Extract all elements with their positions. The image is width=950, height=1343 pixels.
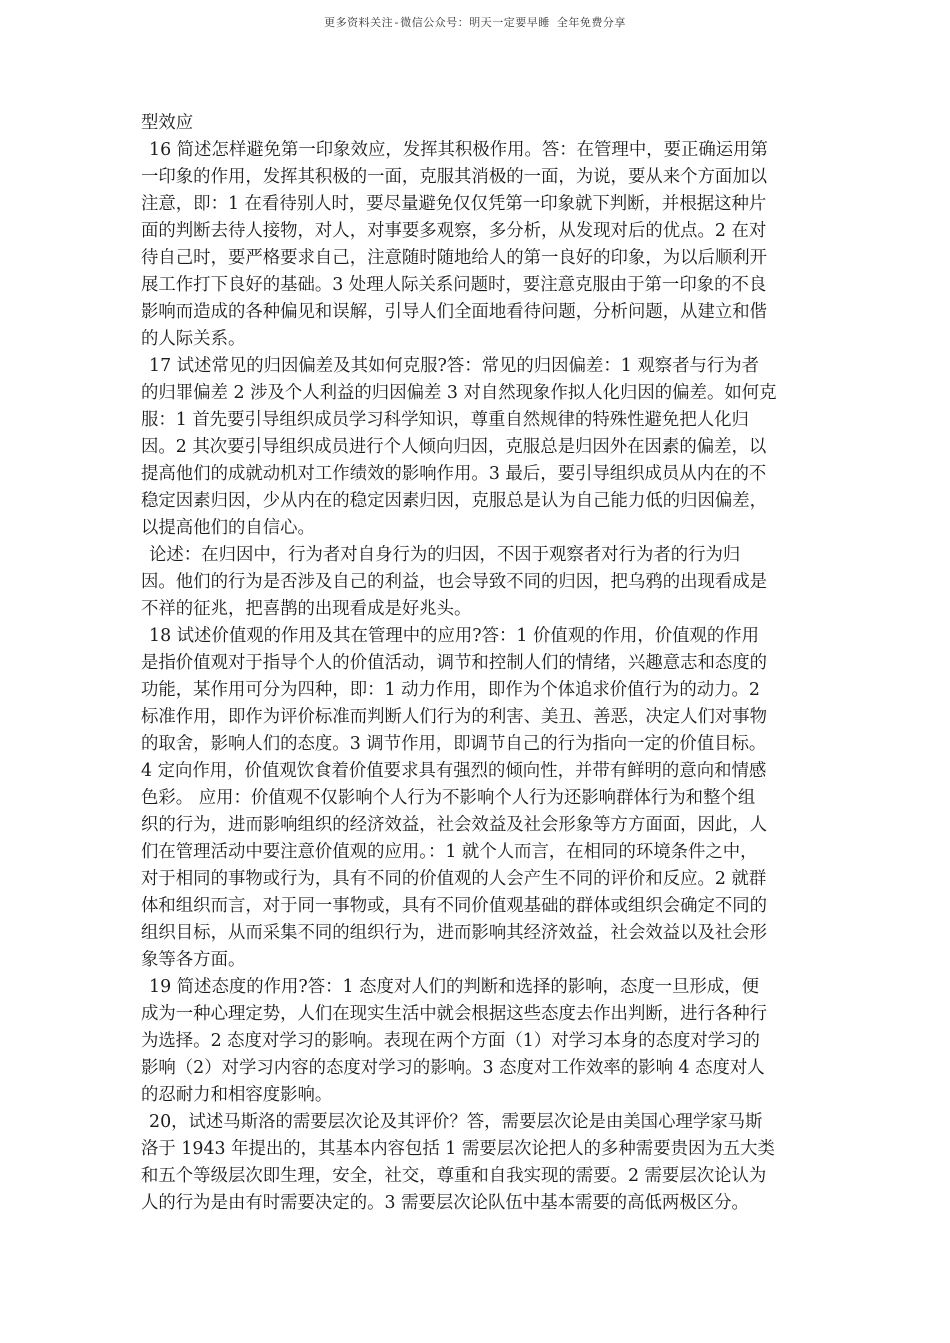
text-line: 们在管理活动中要注意价值观的应用。：1 就个人而言，在相同的环境条件之中， bbox=[141, 842, 758, 862]
text-line: 论述：在归因中，行为者对自身行为的归因，不因于观察者对行为者的行为归 bbox=[149, 545, 741, 565]
text-line: 4 定向作用，价值观饮食着价值要求具有强烈的倾向性，并带有鲜明的意向和情感 bbox=[141, 761, 767, 781]
page-header: 更多资料关注-微信公众号：明天一定要早睡 全年免费分享 bbox=[324, 16, 626, 29]
text-line: 和五个等级层次即生理，安全，社交，尊重和自我实现的需要。2 需要层次论认为 bbox=[141, 1166, 767, 1186]
text-line: 洛于 1943 年提出的，其基本内容包括 1 需要层次论把人的多种需要贵因为五大类 bbox=[141, 1139, 775, 1159]
text-line: 服：1 首先要引导组织成员学习科学知识，尊重自然规律的特殊性避免把人化归 bbox=[141, 410, 749, 430]
body-text bbox=[141, 110, 813, 1217]
text-line: 影响（2）对学习内容的态度对学习的影响。3 态度对工作效率的影响 4 态度对人 bbox=[141, 1058, 765, 1078]
text-line: 影响而造成的各种偏见和误解，引导人们全面地看待问题，分析问题，从建立和偕 bbox=[141, 302, 768, 322]
text-line: 是指价值观对于指导个人的价值活动，调节和控制人们的情绪，兴趣意志和态度的 bbox=[141, 653, 768, 673]
text-line: 一印象的作用，发挥其积极的一面，克服其消极的一面，为说，要从来个方面加以 bbox=[141, 167, 768, 187]
text-line: 18 试述价值观的作用及其在管理中的应用?答：1 价值观的作用，价值观的作用 bbox=[149, 626, 760, 646]
text-line: 色彩。 应用：价值观不仅影响个人行为不影响个人行为还影响群体行为和整个组 bbox=[141, 788, 756, 808]
text-line: 面的判断去待人接物，对人，对事要多观察，多分析，从发现对后的优点。2 在对 bbox=[141, 221, 767, 241]
text-line: 为选择。2 态度对学习的影响。表现在两个方面（1）对学习本身的态度对学习的 bbox=[141, 1031, 760, 1051]
text-line: 体和组织而言，对于同一事物或，具有不同价值观基础的群体或组织会确定不同的 bbox=[141, 896, 768, 916]
text-line: 不祥的征兆，把喜鹊的出现看成是好兆头。 bbox=[141, 599, 472, 619]
text-line: 因。2 其次要引导组织成员进行个人倾向归因，克服总是归因外在因素的偏差，以 bbox=[141, 437, 767, 457]
text-line: 20，试述马斯洛的需要层次论及其评价？答，需要层次论是由美国心理学家马斯 bbox=[149, 1112, 763, 1132]
text-line: 型效应 bbox=[141, 113, 194, 133]
text-line: 16 简述怎样避免第一印象效应，发挥其积极作用。答：在管理中，要正确运用第 bbox=[149, 140, 768, 160]
text-line: 织的行为，进而影响组织的经济效益，社会效益及社会形象等方方面面，因此，人 bbox=[141, 815, 768, 835]
text-line: 19 简述态度的作用?答：1 态度对人们的判断和选择的影响，态度一旦形成，便 bbox=[149, 977, 760, 997]
text-line: 的人际关系。 bbox=[141, 329, 246, 349]
text-line: 17 试述常见的归因偏差及其如何克服?答：常见的归因偏差：1 观察者与行为者 bbox=[149, 356, 760, 376]
text-line: 稳定因素归因，少从内在的稳定因素归因，克服总是认为自己能力低的归因偏差， bbox=[141, 491, 768, 511]
text-line: 对于相同的事物或行为，具有不同的价值观的人会产生不同的评价和反应。2 就群 bbox=[141, 869, 767, 889]
text-line: 的忍耐力和相容度影响。 bbox=[141, 1085, 333, 1105]
text-line: 功能，某作用可分为四种，即：1 动力作用，即作为个体追求价值行为的动力。2 bbox=[141, 680, 760, 700]
text-line: 象等各方面。 bbox=[141, 950, 246, 970]
text-line: 的归罪偏差 2 涉及个人利益的归因偏差 3 对自然现象作拟人化归因的偏差。如何克 bbox=[141, 383, 777, 403]
text-line: 展工作打下良好的基础。3 处理人际关系问题时，要注意克服由于第一印象的不良 bbox=[141, 275, 767, 295]
text-line: 的取舍，影响人们的态度。3 调节作用，即调节自己的行为指向一定的价值目标。 bbox=[141, 734, 767, 754]
text-line: 提高他们的成就动机对工作绩效的影响作用。3 最后，要引导组织成员从内在的不 bbox=[141, 464, 767, 484]
text-line: 标准作用，即作为评价标准而判断人们行为的利害、美丑、善恶，决定人们对事物 bbox=[141, 707, 768, 727]
text-line: 注意，即：1 在看待别人时，要尽量避免仅仅凭第一印象就下判断，并根据这种片 bbox=[141, 194, 767, 214]
text-line: 以提高他们的自信心。 bbox=[141, 518, 315, 538]
text-line: 人的行为是由有时需要决定的。3 需要层次论队伍中基本需要的高低两极区分。 bbox=[141, 1193, 749, 1213]
text-line: 组织目标，从而采集不同的组织行为，进而影响其经济效益，社会效益以及社会形 bbox=[141, 923, 768, 943]
text-line: 待自己时，要严格要求自己，注意随时随地给人的第一良好的印象，为以后顺利开 bbox=[141, 248, 768, 268]
text-line: 成为一种心理定势，人们在现实生活中就会根据这些态度去作出判断，进行各种行 bbox=[141, 1004, 768, 1024]
text-line: 因。他们的行为是否涉及自己的利益，也会导致不同的归因，把乌鸦的出现看成是 bbox=[141, 572, 768, 592]
